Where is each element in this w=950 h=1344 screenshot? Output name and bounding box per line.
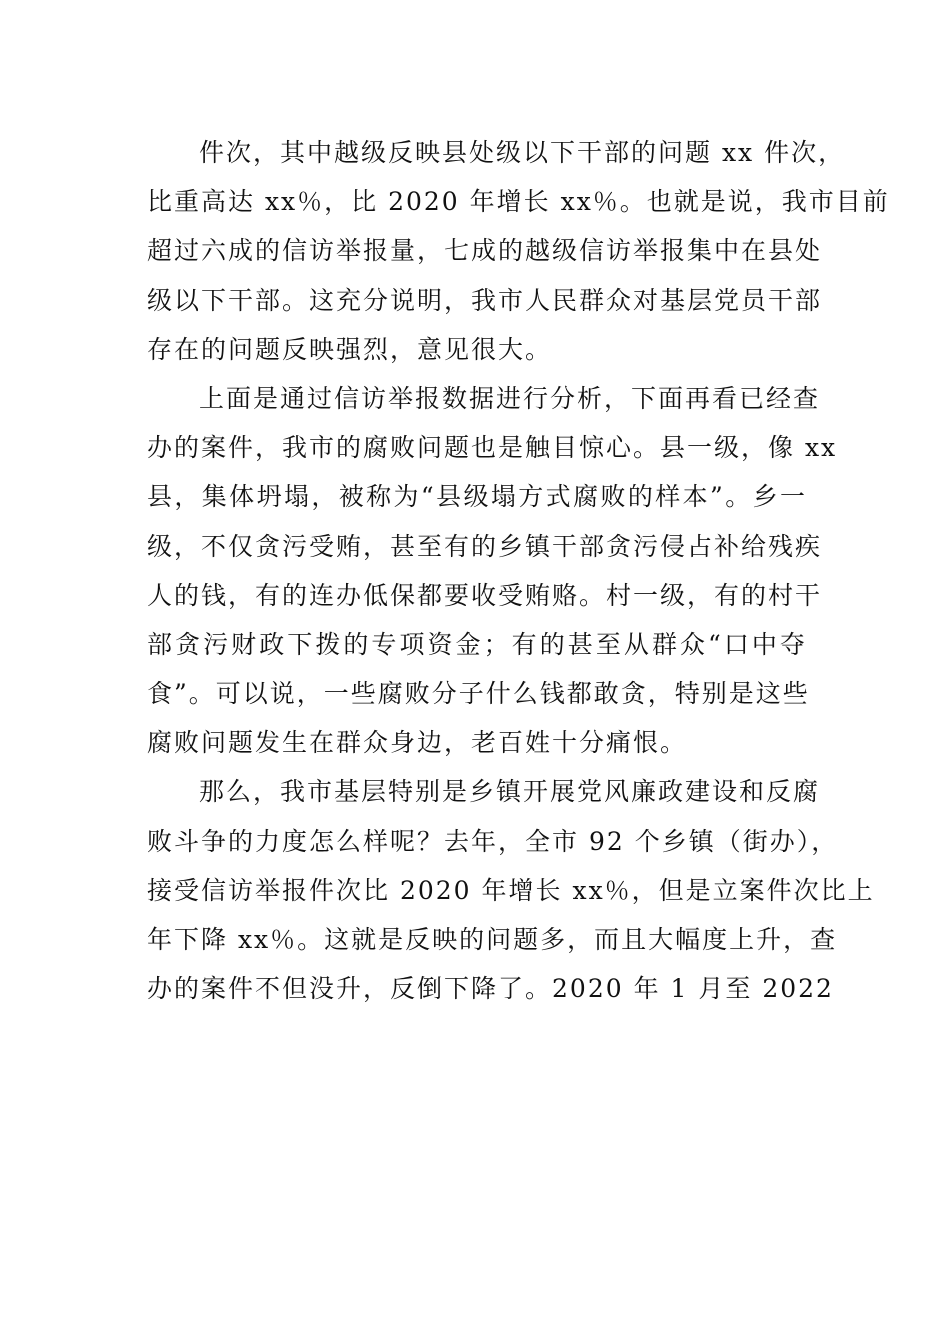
text-line: 件次，其中越级反映县处级以下干部的问题 xx 件次， xyxy=(199,138,846,167)
text-line: 超过六成的信访举报量，七成的越级信访举报集中在县处 xyxy=(147,236,823,266)
text-line: 败斗争的力度怎么样呢？去年，全市 92 个乡镇（街办）， xyxy=(147,826,839,856)
text-line: 年下降 xx％。这就是反映的问题多，而且大幅度上升，查 xyxy=(147,925,838,954)
body-text xyxy=(147,128,890,1013)
text-line: 存在的问题反映强烈，意见很大。 xyxy=(147,334,553,364)
paragraph xyxy=(147,128,890,374)
paragraph xyxy=(147,374,838,768)
text-line: 级以下干部。这充分说明，我市人民群众对基层党员干部 xyxy=(147,285,823,315)
text-line: 县，集体坍塌，被称为“县级塌方式腐败的样本”。乡一 xyxy=(147,482,807,512)
text-line: 那么，我市基层特别是乡镇开展党风廉政建设和反腐 xyxy=(199,777,821,807)
text-line: 办的案件，我市的腐败问题也是触目惊心。县一级，像 xx xyxy=(147,433,838,463)
text-line: 食”。可以说，一些腐败分子什么钱都敢贪，特别是这些 xyxy=(147,679,810,709)
text-line: 接受信访举报件次比 2020 年增长 xx％，但是立案件次比上 xyxy=(147,875,875,905)
text-line: 比重高达 xx％，比 2020 年增长 xx％。也就是说，我市目前 xyxy=(147,187,890,217)
text-line: 人的钱，有的连办低保都要收受贿赂。村一级，有的村干 xyxy=(147,580,823,610)
text-line: 级，不仅贪污受贿，甚至有的乡镇干部贪污侵占补给残疾 xyxy=(147,531,823,561)
text-line: 腐败问题发生在群众身边，老百姓十分痛恨。 xyxy=(147,728,688,758)
paragraph xyxy=(147,767,875,1013)
text-line: 部贪污财政下拨的专项资金；有的甚至从群众“口中夺 xyxy=(147,629,807,659)
text-line: 上面是通过信访举报数据进行分析，下面再看已经查 xyxy=(199,383,821,413)
text-line: 办的案件不但没升，反倒下降了。2020 年 1 月至 2022 xyxy=(147,974,834,1004)
